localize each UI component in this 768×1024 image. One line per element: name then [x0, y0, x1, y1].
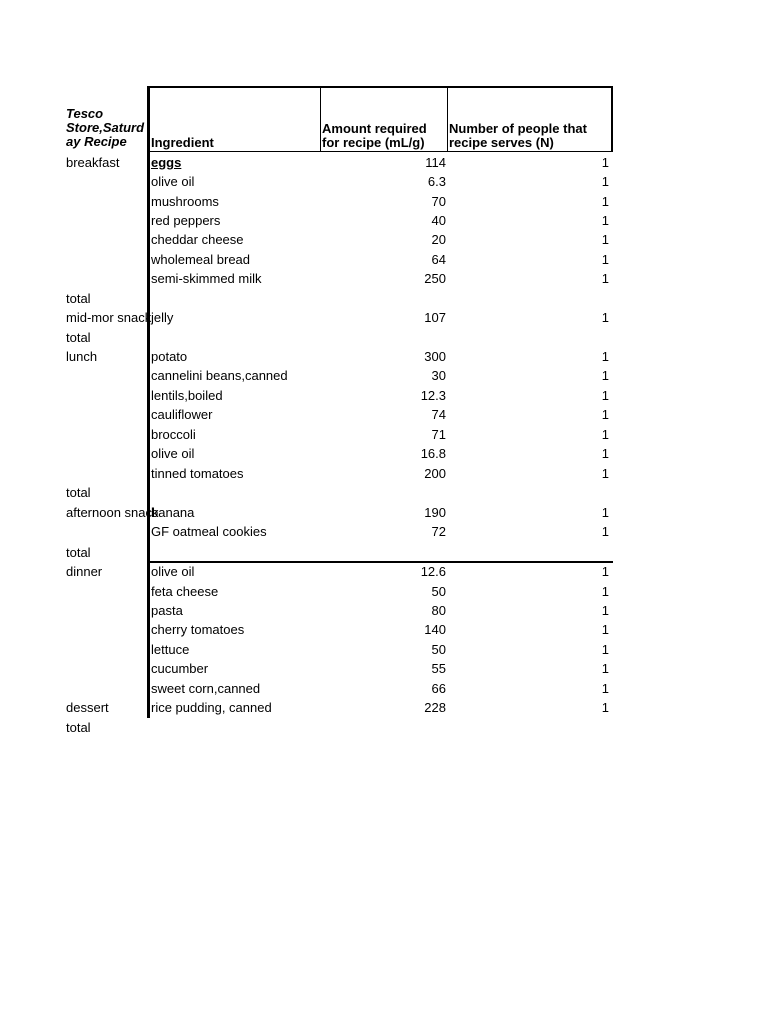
amount-cell: 72: [431, 524, 446, 539]
serves-cell: 1: [601, 271, 609, 286]
meal-category: total: [66, 330, 91, 345]
ingredient-cell: wholemeal bread: [151, 252, 251, 267]
ingredient-cell: potato: [151, 349, 188, 364]
amount-cell: 74: [431, 407, 446, 422]
column-header-serves: Number of people that recipe serves (N): [449, 121, 587, 150]
table-row: [0, 153, 768, 172]
meal-category: lunch: [66, 349, 98, 364]
serves-cell: 1: [601, 505, 609, 520]
serves-cell: 1: [601, 584, 609, 599]
meal-category: mid-mor snack: [66, 310, 152, 325]
table-row: [0, 601, 768, 620]
amount-cell: 200: [424, 466, 446, 481]
amount-cell: 250: [424, 271, 446, 286]
serves-cell: 1: [601, 700, 609, 715]
table-row: [0, 386, 768, 405]
ingredient-cell: rice pudding, canned: [151, 700, 272, 715]
table-row: [0, 464, 768, 483]
amount-cell: 114: [425, 155, 446, 170]
serves-cell: 1: [601, 155, 609, 170]
serves-cell: 1: [601, 681, 609, 696]
serves-cell: 1: [601, 564, 609, 579]
table-row: [0, 269, 768, 288]
serves-cell: 1: [601, 232, 609, 247]
table-row: [0, 211, 768, 230]
table-row: [0, 250, 768, 269]
amount-cell: 16.8: [420, 446, 446, 461]
table-row: [0, 289, 768, 308]
meal-category: total: [66, 485, 91, 500]
ingredient-cell: olive oil: [151, 174, 195, 189]
ingredient-cell: cannelini beans,canned: [151, 368, 288, 383]
ingredient-cell: cauliflower: [151, 407, 213, 422]
meal-category: dinner: [66, 564, 103, 579]
table-row: [0, 640, 768, 659]
table-row: [0, 172, 768, 191]
table-row: [0, 522, 768, 541]
ingredient-cell: lettuce: [151, 642, 190, 657]
serves-cell: 1: [601, 388, 609, 403]
ingredient-cell: cucumber: [151, 661, 209, 676]
serves-cell: 1: [601, 622, 609, 637]
amount-cell: 80: [431, 603, 446, 618]
table-row: [0, 192, 768, 211]
meal-category: total: [66, 545, 91, 560]
serves-cell: 1: [601, 310, 609, 325]
amount-cell: 12.6: [420, 564, 446, 579]
ingredient-cell: feta cheese: [151, 584, 219, 599]
sheet-title: Tesco Store,Saturd ay Recipe: [66, 106, 145, 149]
serves-cell: 1: [601, 194, 609, 209]
ingredient-cell: cheddar cheese: [151, 232, 244, 247]
amount-cell: 66: [431, 681, 446, 696]
meal-category: dessert: [66, 700, 109, 715]
table-row: [0, 543, 768, 562]
amount-cell: 12.3: [420, 388, 446, 403]
serves-cell: 1: [601, 213, 609, 228]
table-row: [0, 582, 768, 601]
table-row: [0, 679, 768, 698]
serves-cell: 1: [601, 524, 609, 539]
amount-cell: 71: [431, 427, 446, 442]
serves-cell: 1: [601, 466, 609, 481]
meal-category: afternoon snack: [66, 505, 159, 520]
ingredient-cell: GF oatmeal cookies: [151, 524, 267, 539]
table-row: [0, 425, 768, 444]
ingredient-cell: red peppers: [151, 213, 221, 228]
amount-cell: 70: [431, 194, 446, 209]
column-header-amount: Amount required for recipe (mL/g): [322, 121, 427, 150]
ingredient-cell: cherry tomatoes: [151, 622, 245, 637]
table-row: [0, 347, 768, 366]
amount-cell: 107: [424, 310, 446, 325]
meal-category: total: [66, 291, 91, 306]
table-row: [0, 718, 768, 737]
ingredient-cell: semi-skimmed milk: [151, 271, 262, 286]
serves-cell: 1: [601, 368, 609, 383]
header-divider: [447, 86, 448, 152]
amount-cell: 64: [431, 252, 446, 267]
ingredient-cell: tinned tomatoes: [151, 466, 244, 481]
amount-cell: 40: [431, 213, 446, 228]
table-row: [0, 366, 768, 385]
ingredient-cell: lentils,boiled: [151, 388, 223, 403]
serves-cell: 1: [601, 349, 609, 364]
ingredient-cell: sweet corn,canned: [151, 681, 261, 696]
amount-cell: 190: [424, 505, 446, 520]
ingredient-cell: pasta: [151, 603, 183, 618]
serves-cell: 1: [601, 603, 609, 618]
amount-cell: 30: [431, 368, 446, 383]
amount-cell: 55: [431, 661, 446, 676]
column-header-ingredient: Ingredient: [151, 135, 214, 150]
amount-cell: 228: [424, 700, 446, 715]
serves-cell: 1: [601, 642, 609, 657]
ingredient-cell: olive oil: [151, 446, 195, 461]
table-row: [0, 698, 768, 717]
amount-cell: 50: [431, 584, 446, 599]
table-row: [0, 230, 768, 249]
table-row: [0, 308, 768, 327]
serves-cell: 1: [601, 407, 609, 422]
meal-category: breakfast: [66, 155, 120, 170]
table-row: [0, 444, 768, 463]
serves-cell: 1: [601, 446, 609, 461]
table-row: [0, 620, 768, 639]
header-divider: [320, 86, 321, 152]
serves-cell: 1: [601, 252, 609, 267]
table-row: [0, 562, 768, 581]
ingredient-cell: mushrooms: [151, 194, 219, 209]
meal-category: total: [66, 720, 91, 735]
ingredient-cell: banana: [151, 505, 195, 520]
table-row: [0, 328, 768, 347]
amount-cell: 20: [431, 232, 446, 247]
amount-cell: 50: [431, 642, 446, 657]
amount-cell: 140: [424, 622, 446, 637]
table-row: [0, 405, 768, 424]
table-row: [0, 659, 768, 678]
amount-cell: 300: [424, 349, 446, 364]
serves-cell: 1: [601, 427, 609, 442]
serves-cell: 1: [601, 661, 609, 676]
serves-cell: 1: [601, 174, 609, 189]
ingredient-cell: olive oil: [151, 564, 195, 579]
ingredient-cell: eggs: [151, 155, 182, 170]
ingredient-cell: broccoli: [151, 427, 196, 442]
table-row: [0, 483, 768, 502]
amount-cell: 6.3: [427, 174, 446, 189]
ingredient-cell: jelly: [151, 310, 174, 325]
table-row: [0, 503, 768, 522]
